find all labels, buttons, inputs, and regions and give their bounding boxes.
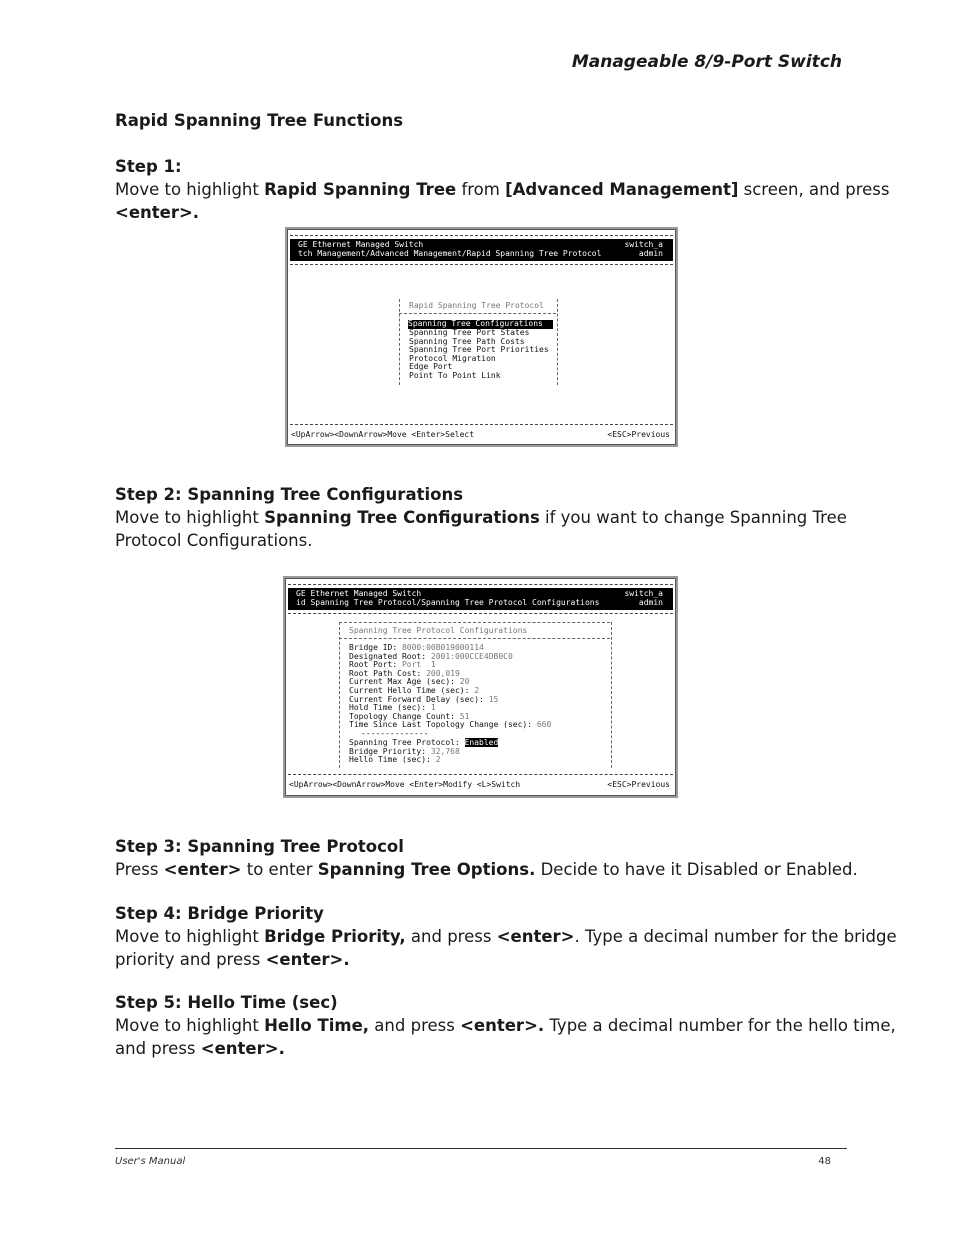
terminal-footer (291, 430, 670, 440)
terminal-switch-name: switch_a (624, 240, 663, 249)
config-row: Time Since Last Topology Change (sec): 660 (349, 720, 552, 730)
config-row: Hold Time (sec): 1 (349, 703, 436, 713)
config-row: Current Max Age (sec): 20 (349, 677, 470, 687)
page-number: 48 (818, 1156, 831, 1167)
step-4-title: Step 4: Bridge Priority (115, 904, 324, 923)
step-5-text: Move to highlight Hello Time, and press <enter>. Type a decimal number for the hello time, and press <enter>. (115, 1016, 896, 1058)
footer-keys: <UpArrow><DownArrow>Move <Enter>Select (291, 430, 475, 439)
step-5-title: Step 5: Hello Time (sec) (115, 993, 338, 1012)
step-3-block (115, 835, 905, 881)
step-4-text: Move to highlight Bridge Priority, and press <enter>. Type a decimal number for the bridge priority and press <enter>. (115, 927, 897, 969)
divider-line: -------------- (361, 729, 429, 738)
screenshot-spanning-tree-configurations (283, 576, 678, 798)
terminal-user: admin (638, 598, 663, 607)
menu-item[interactable]: Protocol Migration (409, 353, 496, 363)
terminal-title-bar (288, 588, 673, 610)
terminal-breadcrumb: tch Management/Advanced Management/Rapid Spanning Tree Protocol (298, 249, 602, 258)
footer-divider (115, 1148, 847, 1149)
step-1-text: Move to highlight Rapid Spanning Tree from [Advanced Management] screen, and press <enter>. (115, 180, 890, 222)
terminal-app-name: GE Ethernet Managed Switch (296, 589, 422, 598)
screenshot-rapid-spanning-tree-menu (285, 227, 678, 447)
terminal-app-name: GE Ethernet Managed Switch (298, 240, 424, 249)
footer-manual-label: User's Manual (115, 1156, 186, 1167)
footer-esc: <ESC>Previous (607, 430, 670, 439)
hello-time-row[interactable]: Hello Time (sec): 2 (349, 755, 441, 764)
config-row: Current Forward Delay (sec): 15 (349, 694, 499, 704)
terminal-switch-name: switch_a (624, 589, 663, 598)
step-4-block (115, 902, 905, 971)
config-row: Root Port: Port 1 (349, 660, 436, 670)
step-2-text: Move to highlight Spanning Tree Configurations if you want to change Spanning Tree Protocol Configurations. (115, 508, 847, 550)
terminal-breadcrumb: id Spanning Tree Protocol/Spanning Tree Protocol Configurations (296, 598, 600, 607)
menu-item[interactable]: Spanning Tree Path Costs (409, 336, 525, 346)
footer-esc: <ESC>Previous (607, 780, 670, 789)
step-2-block (115, 483, 905, 552)
config-row: Current Hello Time (sec): 2 (349, 686, 480, 695)
bridge-priority-row[interactable]: Bridge Priority: 32,768 (349, 746, 460, 756)
menu-item[interactable]: Spanning Tree Port Priorities (409, 345, 549, 354)
step-1-block (115, 155, 905, 224)
config-row: Bridge ID: 8000:00B019000114 (349, 643, 484, 652)
document-header-title: Manageable 8/9-Port Switch (571, 52, 842, 72)
config-row: Designated Root: 2001:000CCE4DB0C0 (349, 651, 513, 661)
terminal-footer (289, 780, 670, 790)
footer-keys: <UpArrow><DownArrow>Move <Enter>Modify <L>Switch (289, 780, 521, 789)
panel-title: Spanning Tree Protocol Configurations (349, 626, 528, 635)
step-3-text: Press <enter> to enter Spanning Tree Options. Decide to have it Disabled or Enabled. (115, 860, 858, 879)
menu-title: Rapid Spanning Tree Protocol (409, 301, 544, 310)
menu-item[interactable]: Spanning Tree Port States (409, 328, 530, 337)
terminal-user: admin (638, 249, 663, 258)
step-2-title: Step 2: Spanning Tree Configurations (115, 485, 464, 504)
config-row: Topology Change Count: 51 (349, 711, 470, 721)
step-5-block (115, 991, 905, 1060)
step-1-title: Step 1: (115, 157, 182, 176)
section-title: Rapid Spanning Tree Functions (115, 111, 404, 130)
menu-item[interactable]: Point To Point Link (409, 370, 501, 380)
menu-item-spanning-tree-configurations[interactable]: Spanning Tree Configurations (408, 320, 553, 329)
menu-item[interactable]: Edge Port (409, 362, 453, 371)
terminal-title-bar (290, 239, 673, 261)
config-row: Root Path Cost: 200,019 (349, 668, 460, 678)
protocol-row[interactable]: Spanning Tree Protocol: Enabled (349, 738, 499, 747)
step-3-title: Step 3: Spanning Tree Protocol (115, 837, 404, 856)
protocol-value[interactable]: Enabled (464, 738, 499, 747)
